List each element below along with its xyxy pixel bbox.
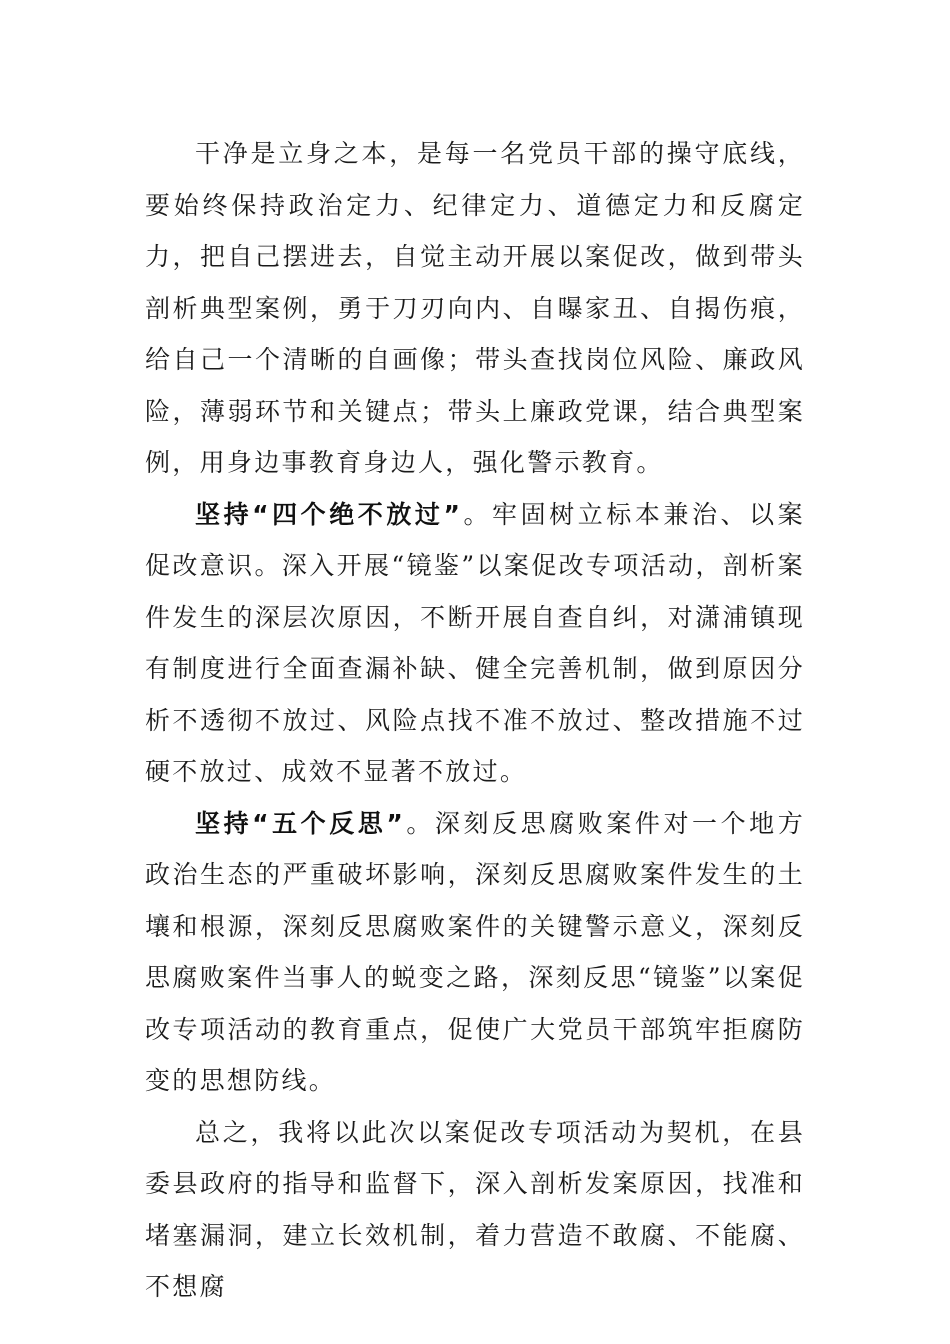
paragraph-four-never-let-go [145, 489, 805, 798]
paragraph-text: 干净是立身之本，是每一名党员干部的操守底线，要始终保持政治定力、纪律定力、道德定力和反腐定力，把自己摆进去，自觉主动开展以案促改，做到带头剖析典型案例，勇于刀刃向内、自曝家丑、自揭伤痕，给自己一个清晰的自画像；带头查找岗位风险、廉政风险，薄弱环节和关键点；带头上廉政党课，结合典型案例，用身边事教育身边人，强化警示教育。 [145, 139, 805, 477]
paragraph-text: 。深刻反思腐败案件对一个地方政治生态的严重破坏影响，深刻反思腐败案件发生的土壤和根源，深刻反思腐败案件的关键警示意义，深刻反思腐败案件当事人的蜕变之路，深刻反思“镜鉴”以案促改专项活动的教育重点，促使广大党员干部筑牢拒腐防变的思想防线。 [145, 808, 805, 1095]
paragraph-heading: 坚持“四个绝不放过” [195, 499, 463, 529]
paragraph-five-reflections [145, 798, 805, 1107]
paragraph-integrity [145, 128, 805, 489]
paragraph-text: 总之，我将以此次以案促改专项活动为契机，在县委县政府的指导和监督下，深入剖析发案原因，找准和堵塞漏洞，建立长效机制，着力营造不敢腐、不能腐、不想腐 [145, 1117, 805, 1301]
paragraph-conclusion [145, 1107, 805, 1313]
paragraph-heading: 坚持“五个反思” [195, 808, 406, 838]
document-body [145, 128, 805, 1313]
paragraph-text: 。牢固树立标本兼治、以案促改意识。深入开展“镜鉴”以案促改专项活动，剖析案件发生的深层次原因，不断开展自查自纠，对潇浦镇现有制度进行全面查漏补缺、健全完善机制，做到原因分析不透彻不放过、风险点找不准不放过、整改措施不过硬不放过、成效不显著不放过。 [145, 499, 805, 786]
